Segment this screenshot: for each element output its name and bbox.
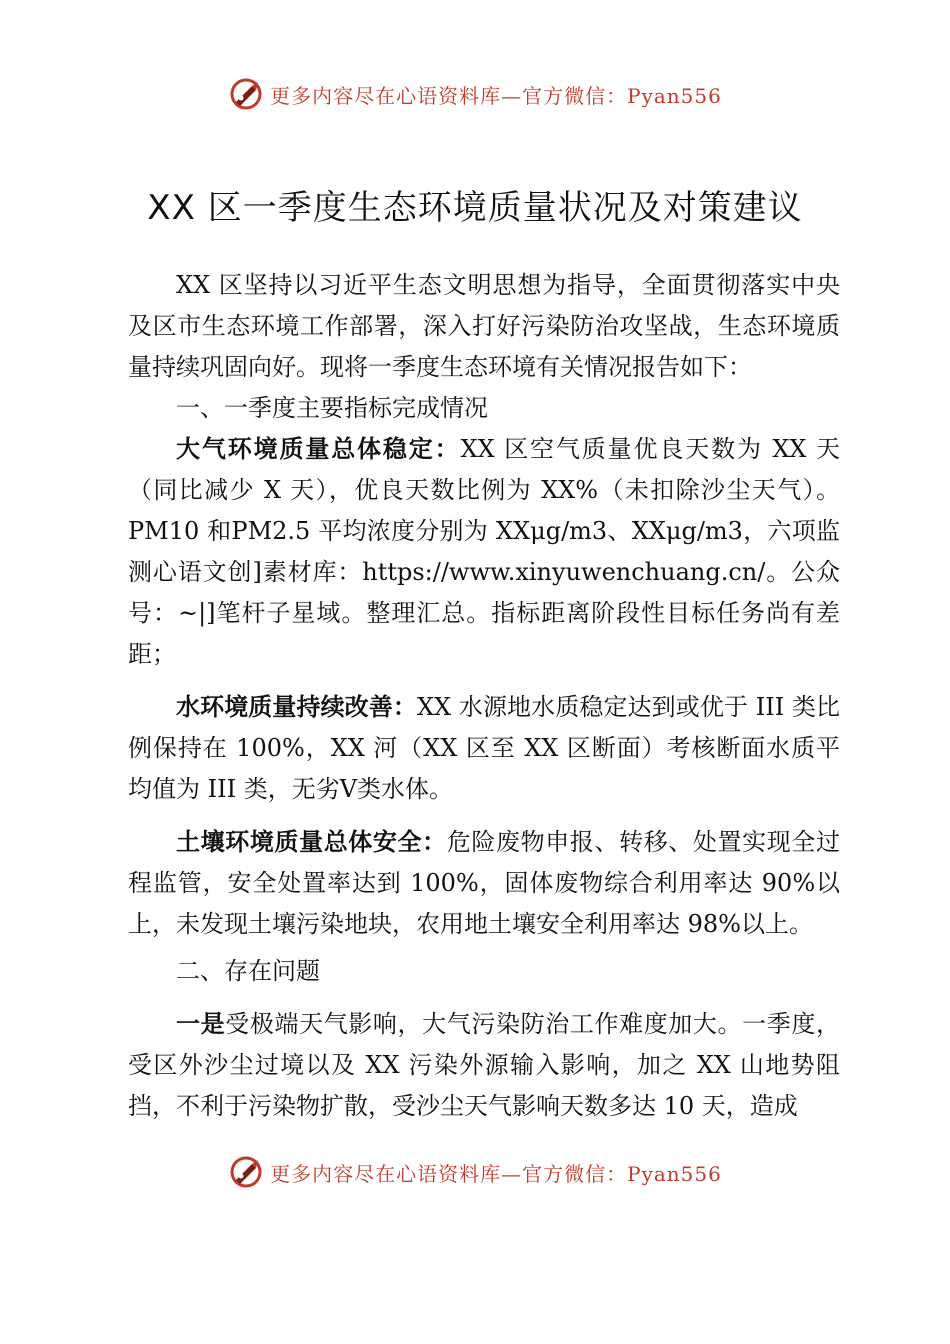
problem-1-lead: 一是 — [176, 1010, 226, 1038]
water-quality-lead: 水环境质量持续改善： — [176, 693, 417, 721]
intro-paragraph: XX 区坚持以习近平生态文明思想为指导，全面贯彻落实中央及区市生态环境工作部署，深入打好污染防治攻坚战，生态环境质量持续巩固向好。现将一季度生态环境有关情况报告如下： — [128, 271, 840, 381]
air-quality-text: XX 区空气质量优良天数为 XX 天（同比减少 X 天），优良天数比例为 XX%（未扣除沙尘天气）。PM10 和PM2.5 平均浓度分别为 XXμg/m3、XXμg/m3，六项监测心语文创]素材库：https://www.xinyuwenchuang.cn/。公众号：~|]笔杆子星域。整理汇总。指标距离阶段性目标任务尚有差距； — [128, 435, 841, 668]
pen-logo-icon — [228, 76, 264, 112]
footer-banner — [0, 1150, 950, 1194]
document-title: XX 区一季度生态环境质量状况及对策建议 — [147, 188, 803, 228]
pen-logo-icon — [228, 1154, 264, 1190]
air-quality-lead: 大气环境质量总体稳定： — [176, 435, 461, 463]
soil-quality-lead: 土壤环境质量总体安全： — [176, 828, 447, 856]
section-1-heading: 一、一季度主要指标完成情况 — [176, 394, 488, 422]
banner-text: 更多内容尽在心语资料库—官方微信：Pyan556 — [270, 1161, 722, 1186]
water-quality-text: XX 水源地水质稳定达到或优于 III 类比例保持在 100%，XX 河（XX 区至 XX 区断面）考核断面水质平均值为 III 类，无劣Ⅴ类水体。 — [128, 693, 841, 803]
problem-1-paragraph — [128, 1004, 840, 1127]
air-quality-paragraph — [128, 429, 840, 675]
header-banner — [0, 72, 950, 116]
water-quality-paragraph — [128, 687, 840, 810]
soil-quality-paragraph — [128, 822, 840, 945]
banner-text: 更多内容尽在心语资料库—官方微信：Pyan556 — [270, 83, 722, 108]
document-body — [128, 265, 840, 1127]
problem-1-text: 受极端天气影响，大气污染防治工作难度加大。一季度，受区外沙尘过境以及 XX 污染外源输入影响，加之 XX 山地势阻挡，不利于污染物扩散，受沙尘天气影响天数多达 10 天，造成 — [128, 1010, 841, 1120]
section-2-heading: 二、存在问题 — [176, 957, 320, 985]
soil-quality-text: 危险废物申报、转移、处置实现全过程监管，安全处置率达到 100%，固体废物综合利用率达 90%以上，未发现土壤污染地块，农用地土壤安全利用率达 98%以上。 — [128, 828, 841, 938]
